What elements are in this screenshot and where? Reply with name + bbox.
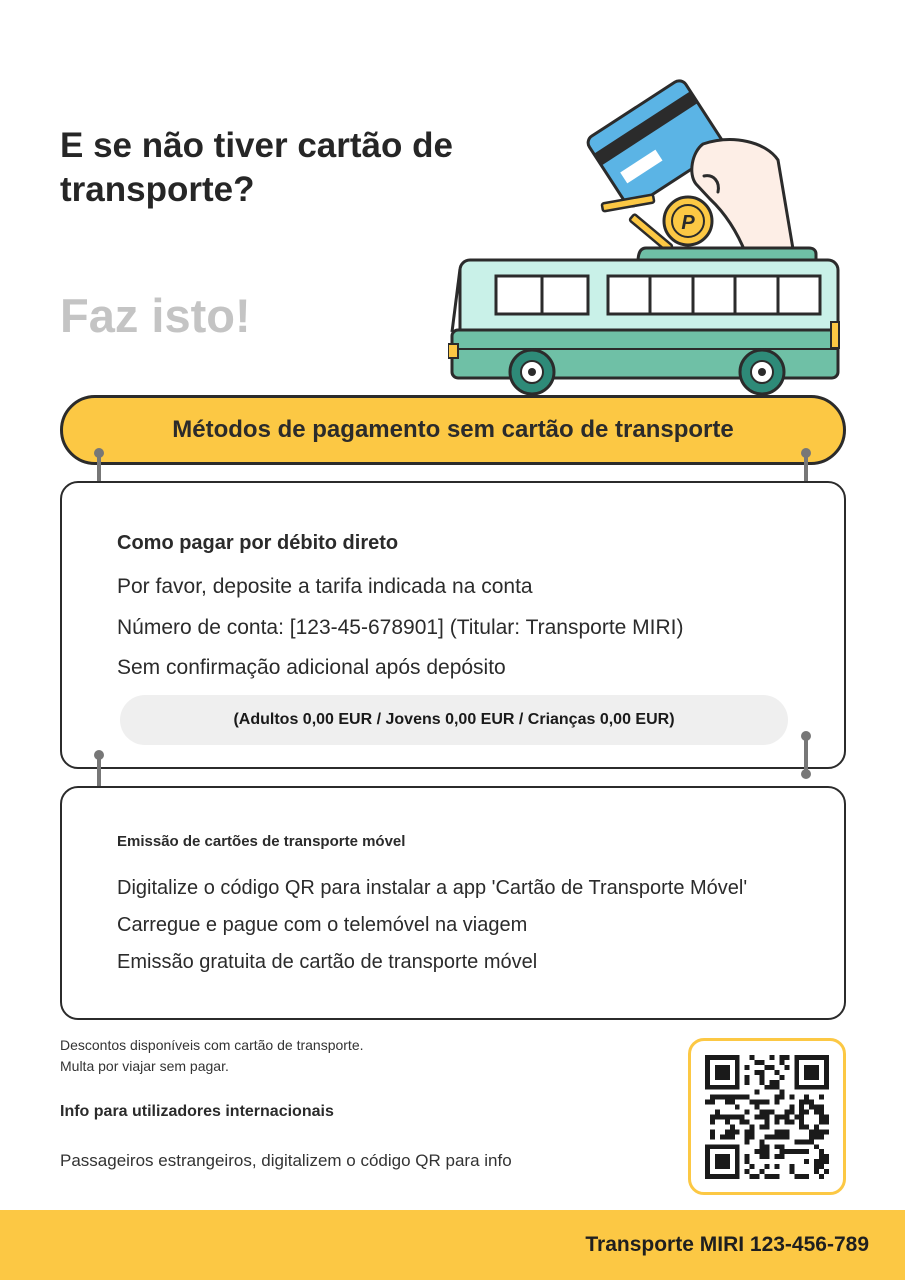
intl-info-text: Passageiros estrangeiros, digitalizem o código QR para info — [60, 1151, 512, 1170]
direct-debit-line: Por favor, deposite a tarifa indicada na conta — [117, 575, 533, 598]
fare-notes — [60, 1035, 364, 1077]
mobile-card-title: Emissão de cartões de transporte móvel — [117, 833, 406, 850]
discount-note: Descontos disponíveis com cartão de transporte. — [60, 1037, 364, 1053]
coin-icon — [664, 197, 712, 245]
payment-card-hand-illustration — [448, 64, 848, 399]
intl-info-title: Info para utilizadores internacionais — [60, 1103, 334, 1120]
bus-illustration — [448, 248, 839, 394]
qr-code[interactable] — [705, 1055, 829, 1179]
mobile-card-line: Carregue e pague com o telemóvel na viagem — [117, 914, 528, 936]
fine-note: Multa por viajar sem pagar. — [60, 1058, 229, 1074]
direct-debit-line: Sem confirmação adicional após depósito — [117, 656, 506, 679]
mobile-card-line: Emissão gratuita de cartão de transporte móvel — [117, 951, 538, 973]
direct-debit-panel — [60, 481, 846, 769]
footer-bar — [0, 1210, 905, 1280]
direct-debit-title: Como pagar por débito direto — [117, 532, 399, 554]
footer-contact: Transporte MIRI 123-456-789 — [585, 1233, 869, 1256]
ring-connector — [799, 730, 813, 780]
qr-code-frame[interactable] — [688, 1038, 846, 1195]
page-subheadline: Faz isto! — [60, 289, 251, 342]
account-number-line: Número de conta: [123-45-678901] (Titular: Transporte MIRI) — [117, 616, 684, 639]
coin-letter: P — [681, 212, 695, 234]
payment-methods-banner: Métodos de pagamento sem cartão de transporte — [60, 395, 846, 465]
page-headline: E se não tiver cartão de transporte? — [60, 126, 453, 209]
mobile-card-line: Digitalize o código QR para instalar a app 'Cartão de Transporte Móvel' — [117, 877, 748, 899]
mobile-card-panel — [60, 786, 846, 1020]
fare-summary: (Adultos 0,00 EUR / Jovens 0,00 EUR / Crianças 0,00 EUR) — [120, 695, 788, 745]
